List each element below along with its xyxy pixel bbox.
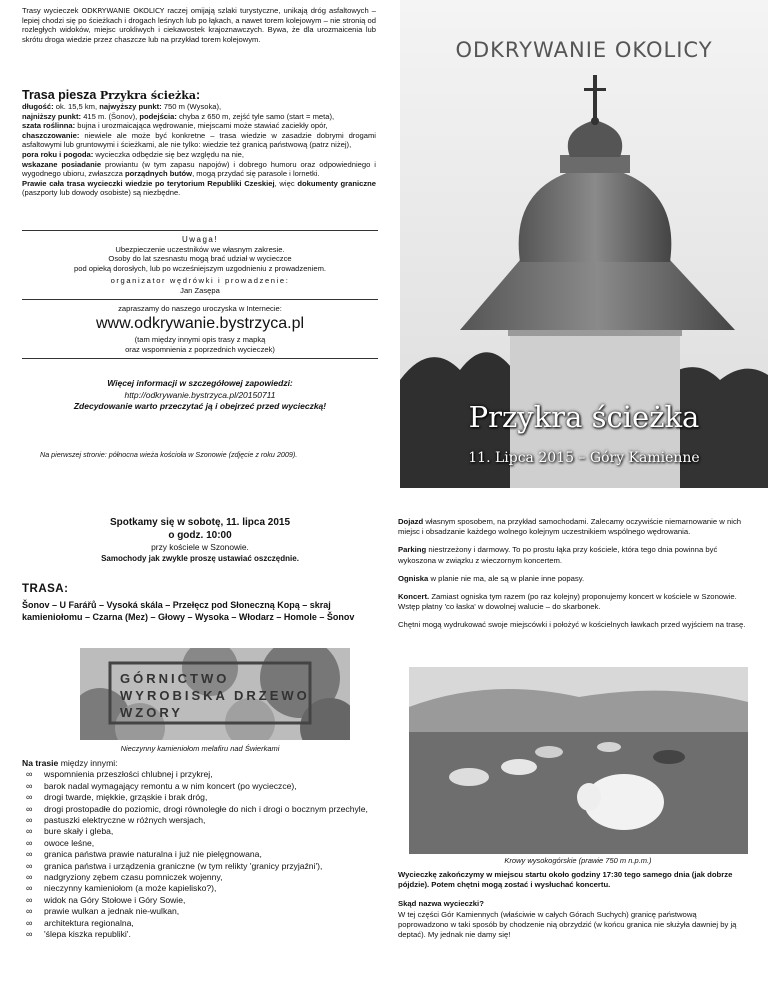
website-link[interactable]: www.odkrywanie.bystrzyca.pl — [95, 315, 305, 333]
ognisko: Ogniska w planie nie ma, ale są w planie inne popasy. — [398, 573, 585, 583]
trasa-details — [22, 102, 376, 198]
koncert: Koncert. Zamiast ogniska tym razem (po raz kolejny) proponujemy koncert w kościele w Szonowie. Wstęp płatny 'co łaska' w dowolnej walucie – do skarbonek. — [398, 592, 737, 612]
list-item: ∞ nadgryziony zębem czasu pomniczek wojenny, — [22, 872, 378, 883]
detail-row: szata roślinna: bujna i urozmaicająca wędrowanie, miejscami może stawiać zaciekły opór, — [22, 121, 328, 131]
quarry-caption: Nieczynny kamieniołom melafiru nad Świerkami — [120, 744, 280, 753]
detail-row: najniższy punkt: 415 m. (Šonov), podejścia: chyba z 650 m, zejść tyle samo (start = meta), — [22, 111, 335, 121]
name-answer: W tej części Gór Kamiennych (właściwie w całych Górach Suchych) granicę państwową poprowadzono w taki sposób by chodzenie nią obrzydzić (w końcu granica nie służyła dawniej by ją deptać). My jednak nie damy się! — [398, 909, 737, 940]
cows-caption: Krowy wysokogórskie (prawie 750 m n.p.m.) — [504, 856, 652, 865]
quarry-photo — [80, 648, 350, 740]
meeting-info: Spotkamy się w sobotę, 11. lipca 2015 o godz. 10:00 przy kościele w Szonowie. Samochody jak zwykle proszę ustawiać oszczędnie. — [101, 517, 299, 563]
cows-photo — [409, 667, 748, 854]
list-item: ∞ pastuszki elektryczne w różnych wersjach, — [22, 815, 378, 826]
warning-box — [22, 230, 378, 359]
list-item: ∞ architektura regionalna, — [22, 918, 378, 929]
website-note1: (tam między innymi opis trasy z mapką — [134, 335, 266, 345]
dojazd: Dojazd własnym sposobem, na przykład samochodami. Zalecamy oczywiście niemarnowanie w nich miejsc i obsadzanie każdego wolnego kolejnym uczestnikiem wspólnego wędrowania. — [398, 517, 742, 537]
list-item: ∞ granica państwa i urządzenia graniczne (w tym relikty 'granicy przyjaźni'), — [22, 861, 378, 872]
parking: Parking niestrzeżony i darmowy. To po prostu łąka przy kościele, która tego dnia powinna być wykoszona w związku z wieczornym koncertem. — [398, 545, 718, 565]
brand-name: ODKRYWANIE OKOLICY — [81, 6, 165, 15]
cover-image — [400, 0, 768, 488]
along-route-list: Na trasie między innymi: ∞ wspomnienia przeszłości chlubnej i przykrej, ∞ barok nadal wymagający remontu a w nim koncert (po wycieczce), ∞ drogi twarde, miękkie, grząskie i brak dróg, ∞ drogi prostopadłe do poziomic, drogi równoległe do nich i drogi o bocznym przechyle, ∞ pastuszki elektryczne w różnych wersjach, ∞ bure skały i gleba, ∞ owoce leśne, ∞ granica państwa prawie naturalna i już nie pielęgnowana, ∞ granica państwa i urządzenia graniczne (w tym relikty 'granicy przyjaźni'), ∞ nadgryziony zębem czasu pomniczek wojenny, ∞ nieczynny kamieniołom (a może kapielisko?), ∞ widok na Góry Stołowe i Góry Sowie, ∞ prawie wulkan a jednak nie-wulkan, ∞ architektura regionalna, ∞ 'ślepa kiszka republiki'. — [22, 758, 378, 941]
list-item: ∞ widok na Góry Stołowe i Góry Sowie, — [22, 895, 378, 906]
detail-row: Prawie cała trasa wycieczki wiedzie po terytorium Republiki Czeskiej, więc dokumenty graniczne (paszporty lub dowody osobiste) są niezbędne. — [22, 178, 376, 198]
intro-paragraph: Trasy wycieczek ODKRYWANIE OKOLICY raczej omijają szlaki turystyczne, unikają dróg asfaltowych – lepiej chodzi się po ścieżkach i drogach leśnych lub po łąkach, a nawet torem kolejowym – nie stronią od rozległych widoków, miejsc urokliwych i ciekawostek krajoznawczych. Bywa, że dla urozmaicenia lub skrótu droga wiedzie przez chaszcze lub na przykład torem kolejowym. — [22, 6, 376, 44]
right-column — [398, 517, 748, 639]
list-item: ∞ owoce leśne, — [22, 838, 378, 849]
warning-heading: Uwaga! — [181, 235, 219, 244]
name-question: Skąd nazwa wycieczki? — [398, 899, 484, 909]
warning-line2: Osoby do lat szesnastu mogą brać udział w wycieczce — [108, 254, 292, 264]
cover-event-name: Przykra ścieżka — [468, 400, 700, 434]
detail-row: chaszczowanie: niewiele ale może być konkretne – trasa wiedzie w zasadzie dobrymi drogami asfaltowymi lub gruntowymi i ścieżkami, ale nie tylko: wiedzie też granicą państwową (patrz niżej), — [22, 130, 376, 150]
end-info: Wycieczkę zakończymy w miejscu startu około godziny 17:30 tego samego dnia (jak dobrze pójdzie). Potem chętni mogą zostać i wysłuchać koncertu. — [398, 870, 733, 890]
cover-event-date: 11. Lipca 2015 – Góry Kamienne — [468, 450, 700, 466]
chetni: Chętni mogą wydrukować swoje miejscówki i położyć w kościelnych ławkach przed wyjściem na trasę. — [398, 620, 746, 630]
front-page-note: Na pierwszej stronie: północna wieża kościoła w Szonowie (zdjęcie z roku 2009). — [40, 450, 298, 459]
list-item: ∞ barok nadal wymagający remontu a w nim koncert (po wycieczce), — [22, 781, 378, 792]
website-invite: zapraszamy do naszego uroczyska w Internecie: — [118, 303, 282, 313]
trasa-piesza-title: Trasa piesza Przykra ścieżka: — [22, 88, 201, 102]
list-item: ∞ drogi prostopadłe do poziomic, drogi równoległe do nich i drogi o bocznym przechyle, — [22, 804, 378, 815]
quarry-sign-text: GÓRNICTWO WYROBISKA DRZEWO WZORY — [120, 671, 310, 720]
list-item: ∞ wspomnienia przeszłości chlubnej i przykrej, — [22, 769, 378, 780]
more-info: Więcej informacji w szczegółowej zapowiedzi: http://odkrywanie.bystrzyca.pl/20150711 Zdecydowanie warto przeczytać ją i obejrzeć przed wycieczką! — [22, 378, 378, 413]
list-item: ∞ drogi twarde, miękkie, grząskie i brak dróg, — [22, 792, 378, 803]
route-title: TRASA: — [22, 583, 69, 595]
route-text: Šonov – U Farářů – Vysoká skála – Przełęcz pod Słoneczną Kopą – skraj kamieniołomu – Czarna (Mez) – Głowy – Wysoka – Włodarz – Homole – Šonov — [22, 600, 355, 622]
website-note2: oraz wspomnienia z poprzednich wycieczek) — [125, 344, 275, 354]
organizer-name: Jan Zasępa — [180, 285, 220, 295]
list-item: ∞ granica państwa prawie naturalna i już nie pielęgnowana, — [22, 849, 378, 860]
warning-line3: pod opieką dorosłych, lub po wcześniejszym uzgodnieniu z prowadzeniem. — [74, 263, 326, 273]
list-item: ∞ nieczynny kamieniołom (a może kapielisko?), — [22, 883, 378, 894]
organizer-label: organizator wędrówki i prowadzenie: — [110, 276, 290, 286]
cover-title: ODKRYWANIE OKOLICY — [455, 38, 713, 62]
right-bottom — [398, 870, 748, 940]
warning-line1: Ubezpieczenie uczestników we własnym zakresie. — [115, 244, 285, 254]
more-info-url[interactable]: http://odkrywanie.bystrzyca.pl/20150711 — [124, 389, 276, 400]
detail-row: długość: ok. 15,5 km, najwyższy punkt: 750 m (Wysoka), — [22, 102, 222, 111]
list-item: ∞ prawie wulkan a jednak nie-wulkan, — [22, 906, 378, 917]
list-item: ∞ bure skały i gleba, — [22, 826, 378, 837]
list-item: ∞ 'ślepa kiszka republiki'. — [22, 929, 378, 940]
detail-row: wskazane posiadanie prowiantu (w tym zapasu napojów) i dobrego humoru oraz odpowiedniego i wygodnego ubioru, zwłaszcza porządnych butów, mogą przydać się parasole i lornetki. — [22, 159, 376, 179]
detail-row: pora roku i pogoda: wycieczka odbędzie się bez względu na nie, — [22, 149, 244, 159]
